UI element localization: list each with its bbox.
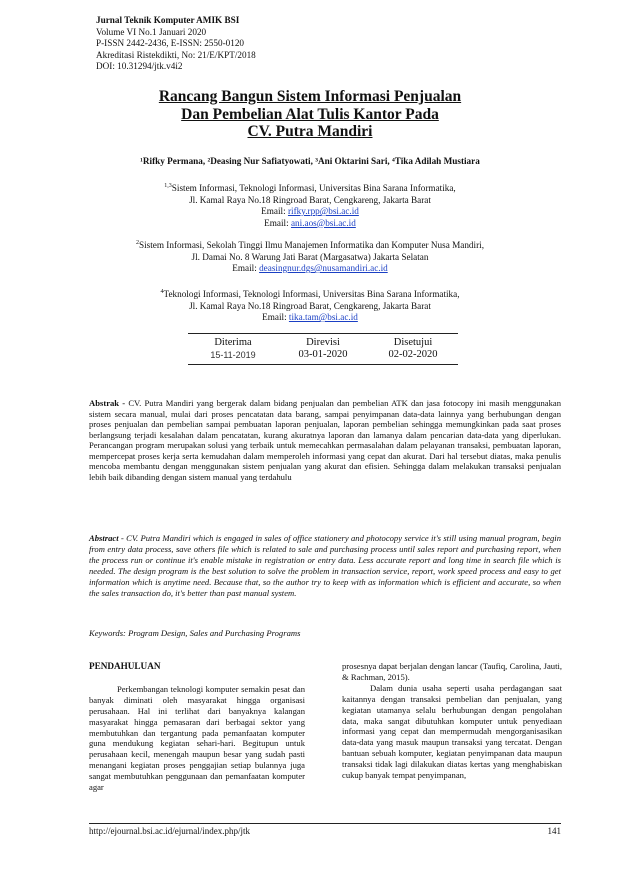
email-label: Email: (264, 217, 291, 228)
accepted-date: 02-02-2020 (388, 349, 438, 360)
journal-name: Jurnal Teknik Komputer AMIK BSI (96, 15, 240, 25)
revised-column (278, 337, 368, 361)
journal-volume: Volume VI No.1 Januari 2020 (96, 26, 207, 37)
abstrak-label: Abstrak - (89, 398, 126, 408)
affiliation-2-sup: 2 (136, 240, 139, 246)
affiliation-1-sup: 1,3 (164, 183, 172, 189)
abstrak-indonesian (89, 398, 561, 482)
footer-divider (89, 823, 561, 824)
affiliation-3-line2: Jl. Kamal Raya No.18 Ringroad Barat, Cengkareng, Jakarta Barat (189, 300, 431, 311)
affiliation-1-line2: Jl. Kamal Raya No.18 Ringroad Barat, Cengkareng, Jakarta Barat (189, 194, 431, 205)
section-heading: PENDAHULUAN (89, 661, 161, 671)
affiliation-3-line1: Teknologi Informasi, Teknologi Informasi, Universitas Bina Sarana Informatika, (163, 289, 460, 300)
footer-url[interactable]: http://ejournal.bsi.ac.id/ejurnal/index.php/jtk (89, 826, 250, 836)
affiliation-3-sup: 4 (160, 289, 164, 295)
abstract-text: CV. Putra Mandiri which is engaged in sales of office stationery and photocopy service it's still using manual program, begin from entry data process, save others file which is related to sale and purchasing process until sales report and purchasing report, when the process run or continue it's enable mistake in registration or entry data. Less accurate report and long time in search file which is needed. The design program is the best solution to solve the problem in transaction service, report, work speed process and easy to get information which is anytime need. Because that, so the author try to keep with as information which is efficient and accurate, so when the sales transaction do, it's better than past manual system. (89, 533, 561, 598)
body-paragraph: Dalam dunia usaha seperti usaha perdagangan saat kaitannya dengan transaksi pembelian dan penjualan, yang kegiatan utamanya selalu berhubungan dengan pengolahan data, maka sangat dibutuhkan komputer untuk penyediaan informasi yang cepat dan mempermudah mengorganisasikan data-data yang masuk maupun transaksi yang tercatat. Dengan bantuan sebuah komputer, kegiatan penyimpanan data maupun transaksi tidak lagi dilakukan diatas kertas yang menghabiskan cukup banyak tempat penyimpanan, (342, 682, 562, 781)
abstract-label: Abstract - (89, 533, 124, 543)
received-date: 15-11-2019 (210, 350, 256, 360)
journal-header (96, 15, 396, 73)
body-right-column (342, 661, 562, 781)
affiliation-2-line2: Jl. Damai No. 8 Warung Jati Barat (Margasatwa) Jakarta Selatan (191, 251, 429, 262)
title-line-3: CV. Putra Mandiri (247, 123, 373, 141)
affiliation-2-line1: Sistem Informasi, Sekolah Tinggi Ilmu Manajemen Informatika dan Komputer Nusa Mandiri, (139, 240, 484, 251)
journal-accreditation: Akreditasi Ristekdikti, No: 21/E/KPT/2018 (96, 49, 256, 60)
affiliation-3 (60, 287, 560, 324)
email-link-ani[interactable]: ani.aos@bsi.ac.id (290, 217, 356, 228)
submission-dates-table (188, 333, 458, 365)
body-paragraph: prosesnya dapat berjalan dengan lancar (Taufiq, Carolina, Jauti, & Rachman, 2015). (342, 661, 562, 682)
accepted-label: Disetujui (393, 337, 433, 348)
journal-issn: P-ISSN 2442-2436, E-ISSN: 2550-0120 (96, 38, 245, 49)
affiliation-1-line1: Sistem Informasi, Teknologi Informasi, Universitas Bina Sarana Informatika, (171, 183, 456, 194)
paper-title (60, 88, 560, 141)
keywords: Keywords: Program Design, Sales and Purchasing Programs (89, 628, 301, 638)
email-link-rifky[interactable]: rifky.rpp@bsi.ac.id (287, 206, 359, 217)
affiliation-2 (60, 238, 560, 275)
accepted-column (368, 337, 458, 361)
body-left-column (89, 661, 305, 793)
title-line-1: Rancang Bangun Sistem Informasi Penjualan (158, 88, 462, 105)
revised-label: Direvisi (306, 337, 340, 348)
email-link-deasing[interactable]: deasingnur.dgs@nusamandiri.ac.id (259, 263, 388, 274)
received-label: Diterima (214, 337, 252, 348)
revised-date: 03-01-2020 (298, 349, 348, 360)
abstrak-text: CV. Putra Mandiri yang bergerak dalam bidang penjualan dan pembelian ATK dan jasa fotocopy ini masih menggunakan sistem secara manual, mulai dari proses pencatatan data barang, sampai penyimpanan data-data lainnya yang berhubungan dengan proses penjualan dan pembelian sampai pembuatan laporan penjualan, laporan pembelian sehingga memungkinkan pada saat proses berlangsung terjadi kesalahan dalam pencatatan, kurang akuratnya laporan dan lamanya dalam pencarian data-data yang diperlukan. Perancangan program merupakan solusi yang terbaik untuk memecahkan permasalahan dalam pelayanan transaksi, pembuatan laporan, mempercepat proses kerja serta kemudahan dalam memperoleh informasi yang cepat dan akurat. Dari hal tersebut diatas, maka penulis mencoba membantu dengan menggunakan sistem penjualan yang akurat dan efisien. Sehingga dalam melakukan transaksi penjualan lebih baik dibanding dengan sistem manual yang terdahulu (89, 398, 562, 482)
body-paragraph: Perkembangan teknologi komputer semakin pesat dan banyak diminati oleh masyarakat hingga organisasi perusahaan. Hal ini terlihat dari banyaknya kalangan masyarakat hingga pemasaran dari berbagai sektor yang membutuhkan dan tergantung pada pemanfaatan komputer guna mendukung kegiatan sehari-hari. Begitupun untuk perusahaan kecil, menengah maupun besar yang sudah pasti menangani kegiatan proses penggajian setiap bulannya juga sangat membutuhkan penggunaan dan pemanfaatan komputer agar (89, 683, 305, 793)
email-label: Email: (262, 312, 289, 323)
journal-doi: DOI: 10.31294/jtk.v4i2 (96, 61, 183, 72)
affiliation-1 (60, 181, 560, 229)
received-column (188, 337, 278, 361)
page-number: 141 (547, 826, 561, 836)
email-label: Email: (232, 263, 260, 274)
email-label: Email: (261, 206, 288, 217)
email-link-tika[interactable]: tika.tam@bsi.ac.id (288, 312, 358, 323)
title-line-2: Dan Pembelian Alat Tulis Kantor Pada (181, 105, 439, 123)
author-list: ¹Rifky Permana, ²Deasing Nur Safiatyowati, ³Ani Oktarini Sari, ⁴Tika Adilah Mustiara (140, 156, 480, 166)
abstract-english (89, 533, 561, 598)
